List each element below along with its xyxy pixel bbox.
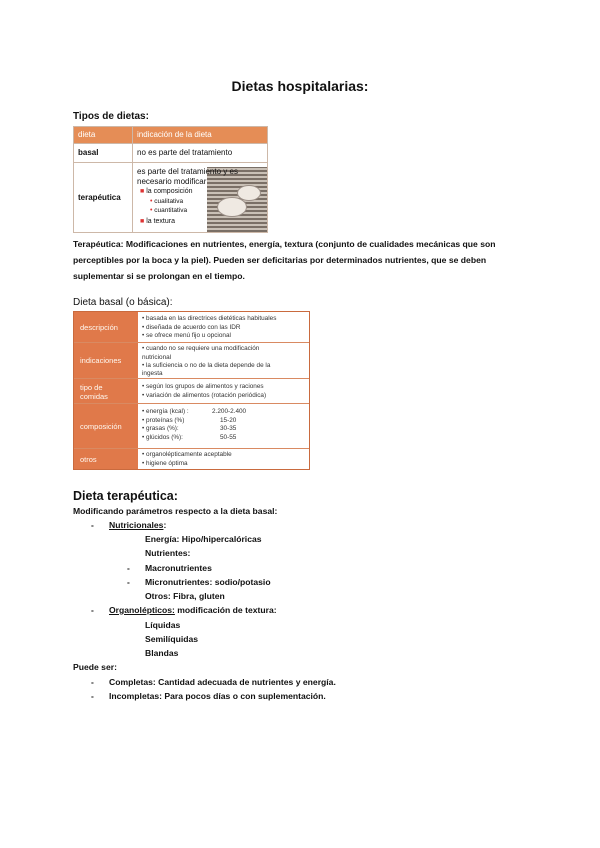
para-line1: Terapéutica: Modificaciones en nutrientes, energía, textura (conjunto de cualidades mecánicas que son [73,239,496,249]
descripcion-line: • basada en las directrices dietéticas habituales [142,315,277,322]
dash: - [91,677,94,687]
descripcion-line: • se ofrece menú fijo u opcional [142,332,231,339]
blandas-item: Blandas [145,648,179,658]
terap-b4: la textura [146,218,175,225]
indicaciones-line: nutricional [142,353,172,361]
terap-b1: la composición [146,188,193,195]
terap-line2: necesario modificar [137,177,207,186]
terapeutica-paragraph [73,236,533,284]
incompletas-item: Incompletas: Para pocos días o con suplementación. [109,691,326,701]
table-header [74,127,267,143]
diet-types-table: dieta indicación de la dieta basal no es parte del tratamiento terapéutica es parte del tratamiento y es necesario modificar ■ la composición • cualitativa • cuantitativa ■ la textura [73,126,268,233]
composicion-value: 2.200-2.400 [212,408,247,415]
label-composicion: composición [80,422,122,431]
macronutrientes-item: Macronutrientes [145,563,212,573]
comidas-line: • según los grupos de alimentos y raciones [142,383,264,390]
terapeutica-label: terapéutica [78,193,121,202]
page-title: Dietas hospitalarias: [231,78,369,94]
composicion-name: • glúcidos (%): [142,433,183,441]
descripcion-line: • diseñada de acuerdo con las IDR [142,323,241,331]
composicion-value: 15-20 [220,416,237,424]
tipos-heading: Tipos de dietas: [73,111,149,122]
dash: - [127,563,130,573]
basal-text: no es parte del tratamiento [137,148,233,157]
para-line3: suplementar si se prolongan en el tiempo. [73,271,245,281]
dash: - [91,691,94,701]
composicion-value: 30-35 [220,425,237,432]
basal-heading: Dieta basal (o básica): [73,297,173,308]
nutrientes-item: Nutrientes: [145,548,191,558]
basal-label: basal [78,148,99,157]
terapeutica-heading: Dieta terapéutica: [73,489,178,503]
indicaciones-line: • la suficiencia o no de la dieta depende de la [142,362,271,369]
composicion-value: 50-55 [220,433,237,441]
label-comidas: comidas [80,392,108,401]
terap-b3: cuantitativa [154,207,188,214]
liquidas-item: Líquidas [145,620,181,630]
comidas-line: • variación de alimentos (rotación periódica) [142,391,267,399]
header-dieta: dieta [78,130,96,139]
label-indicaciones: indicaciones [80,356,122,365]
modificando-text: Modificando parámetros respecto a la dieta basal: [73,506,278,516]
food-tray-photo [207,167,267,232]
label-otros: otros [80,455,97,464]
terap-b2: cualitativa [154,198,184,205]
label-tipo-de: tipo de [80,383,103,392]
para-line2: perceptibles por la boca y la piel). Pueden ser deficitarias por determinados nutrientes, que se deben [73,255,487,265]
otros-line: • organolépticamente aceptable [142,451,232,458]
energia-item: Energía: Hipo/hipercalóricas [145,534,262,544]
nutricionales-item: Nutricionales: [109,520,167,530]
completas-item: Completas: Cantidad adecuada de nutrientes y energía. [109,677,336,687]
composicion-name: • energía (kcal) : [142,408,189,415]
nutricionales-label: Nutricionales [109,520,164,530]
micronutrientes-item: Micronutrientes: sodio/potasio [145,577,271,587]
header-indicacion: indicación de la dieta [137,130,212,139]
dash: - [91,520,94,530]
otros-line: • higiene óptima [142,459,188,467]
label-descripcion: descripción [80,323,118,332]
composicion-name: • grasas (%): [142,425,179,432]
organolepticos-item [109,605,277,615]
puede-ser: Puede ser: [73,662,117,672]
terap-line1: es parte del tratamiento y es [137,167,238,176]
otros-item: Otros: Fibra, gluten [145,591,225,601]
semiliquidas-item: Semilíquidas [145,634,199,644]
basal-diet-table [73,311,310,470]
composicion-name: • proteínas (%) [142,416,185,424]
organolepticos-label: Organolépticos: [109,605,175,615]
dash: - [91,605,94,615]
indicaciones-line: ingesta [142,370,163,377]
dash: - [127,577,130,587]
indicaciones-line: • cuando no se requiere una modificación [142,345,260,352]
organolepticos-rest: modificación de textura: [174,605,277,615]
